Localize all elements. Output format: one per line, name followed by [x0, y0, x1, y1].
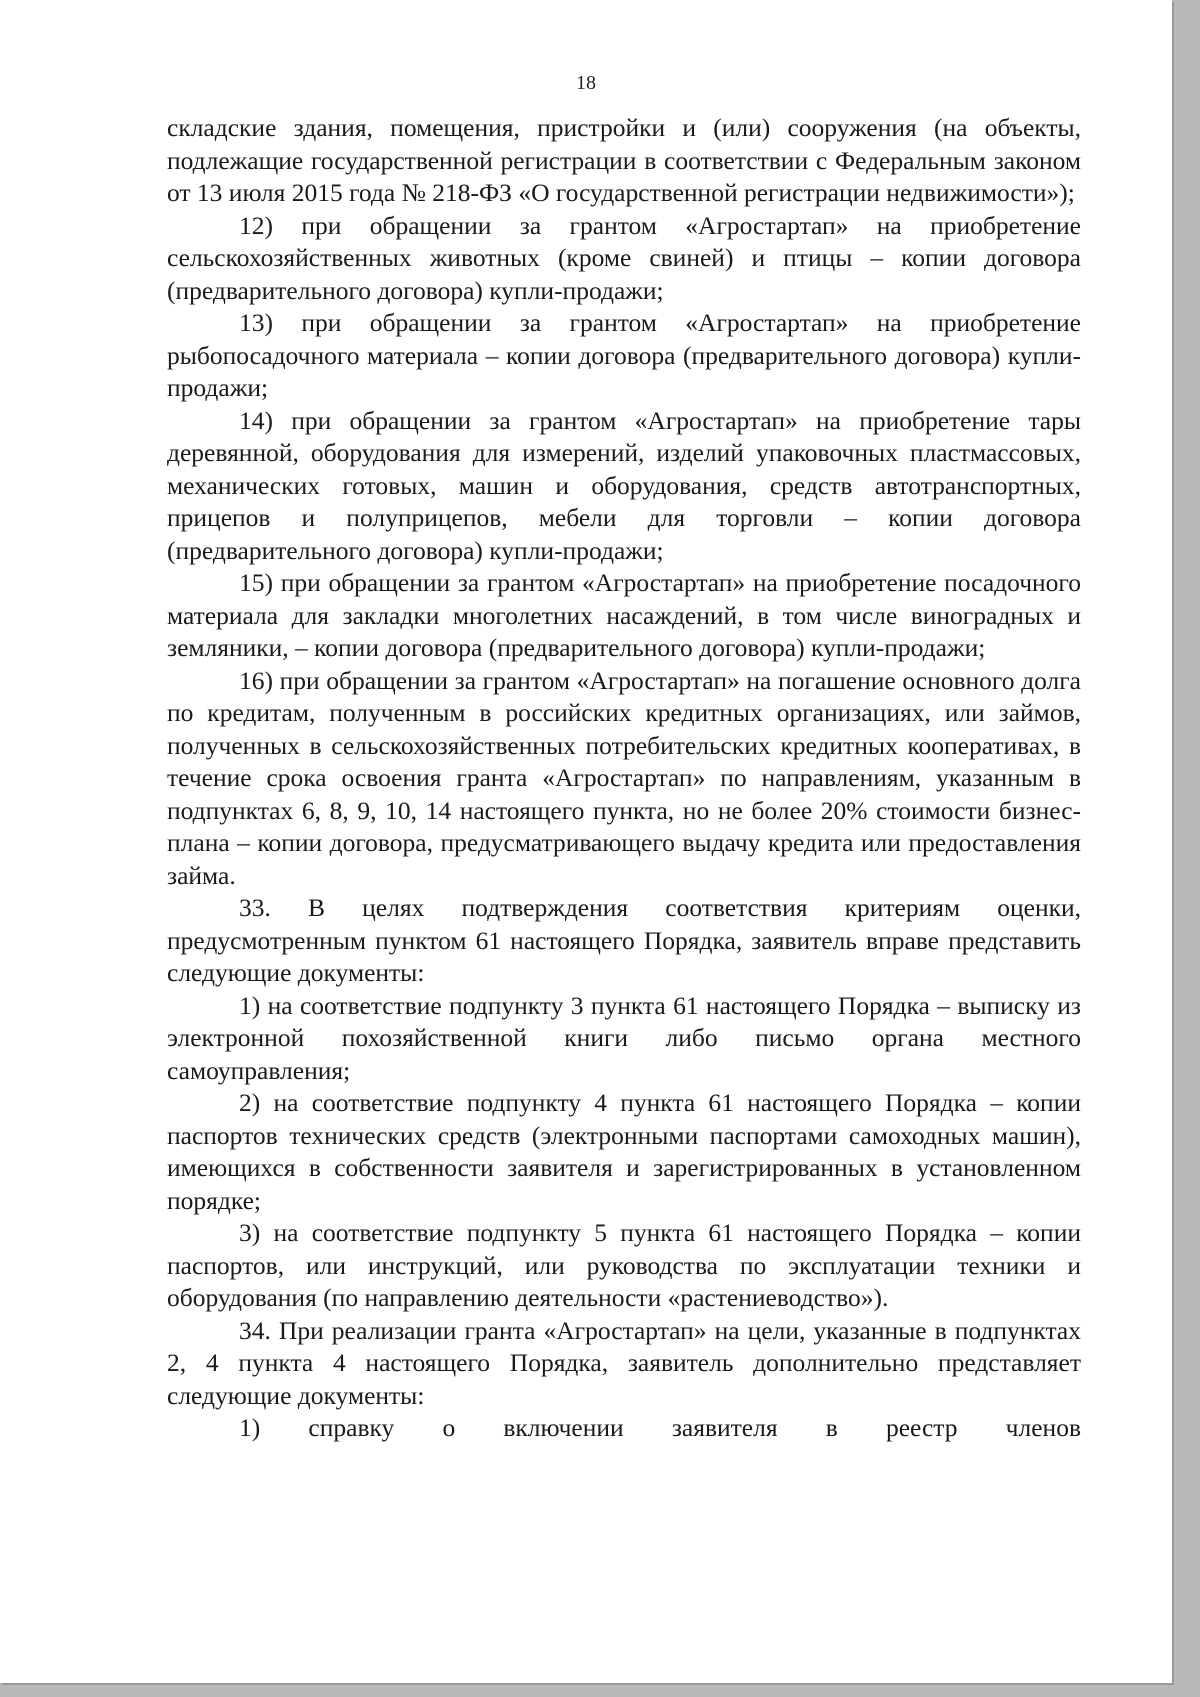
document-body: [167, 112, 1081, 1445]
paragraph: 16) при обращении за грантом «Агростартап» на погашение основного долга по кредитам, полученным в российских кредитных организациях, или займов, полученных в сельскохозяйственных потребительских кредитных кооперативах, в течение срока освоения гранта «Агростартап» по направлениям, указанным в подпунктах 6, 8, 9, 10, 14 настоящего пункта, но не более 20% стоимости бизнес-плана – копии договора, предусматривающего выдачу кредита или предоставления займа.: [167, 665, 1081, 890]
paragraph: 2) на соответствие подпункту 4 пункта 61 настоящего Порядка – копии паспортов технических средств (электронными паспортами самоходных машин), имеющихся в собственности заявителя и зарегистрированных в установленном порядке;: [167, 1088, 1081, 1215]
paragraph: 34. При реализации гранта «Агростартап» на цели, указанные в подпунктах 2, 4 пункта 4 настоящего Порядка, заявитель дополнительно представляет следующие документы:: [167, 1315, 1081, 1410]
paragraph: 13) при обращении за грантом «Агростартап» на приобретение рыбопосадочного материала – копии договора (предварительного договора) купли-продажи;: [167, 308, 1081, 402]
paragraph: 12) при обращении за грантом «Агростартап» на приобретение сельскохозяйственных животных (кроме свиней) и птицы – копии договора (предварительного договора) купли-продажи;: [167, 210, 1081, 305]
paragraph: 33. В целях подтверждения соответствия критериям оценки, предусмотренным пунктом 61 настоящего Порядка, заявитель вправе представить следующие документы:: [167, 893, 1081, 987]
paragraph: 1) на соответствие подпункту 3 пункта 61 настоящего Порядка – выписку из электронной похозяйственной книги либо письмо органа местного самоуправления;: [167, 990, 1081, 1085]
paragraph: 3) на соответствие подпункту 5 пункта 61 настоящего Порядка – копии паспортов, или инструкций, или руководства по эксплуатации техники и оборудования (по направлению деятельности «растениеводство»).: [167, 1218, 1081, 1312]
page-number: 18: [576, 72, 596, 94]
paragraph: 1) справку о включении заявителя в реестр членов: [239, 1413, 1081, 1442]
paragraph: складские здания, помещения, пристройки и (или) сооружения (на объекты, подлежащие государственной регистрации в соответствии с Федеральным законом от 13 июля 2015 года № 218-ФЗ «О государственной регистрации недвижимости»);: [167, 113, 1081, 207]
paragraph: 15) при обращении за грантом «Агростартап» на приобретение посадочного материала для закладки многолетних насаждений, в том числе виноградных и земляники, – копии договора (предварительного договора) купли-продажи;: [167, 568, 1081, 662]
paragraph: 14) при обращении за грантом «Агростартап» на приобретение тары деревянной, оборудования для измерений, изделий упаковочных пластмассовых, механических готовых, машин и оборудования, средств автотранспортных, прицепов и полуприцепов, мебели для торговли – копии договора (предварительного договора) купли-продажи;: [167, 405, 1081, 565]
